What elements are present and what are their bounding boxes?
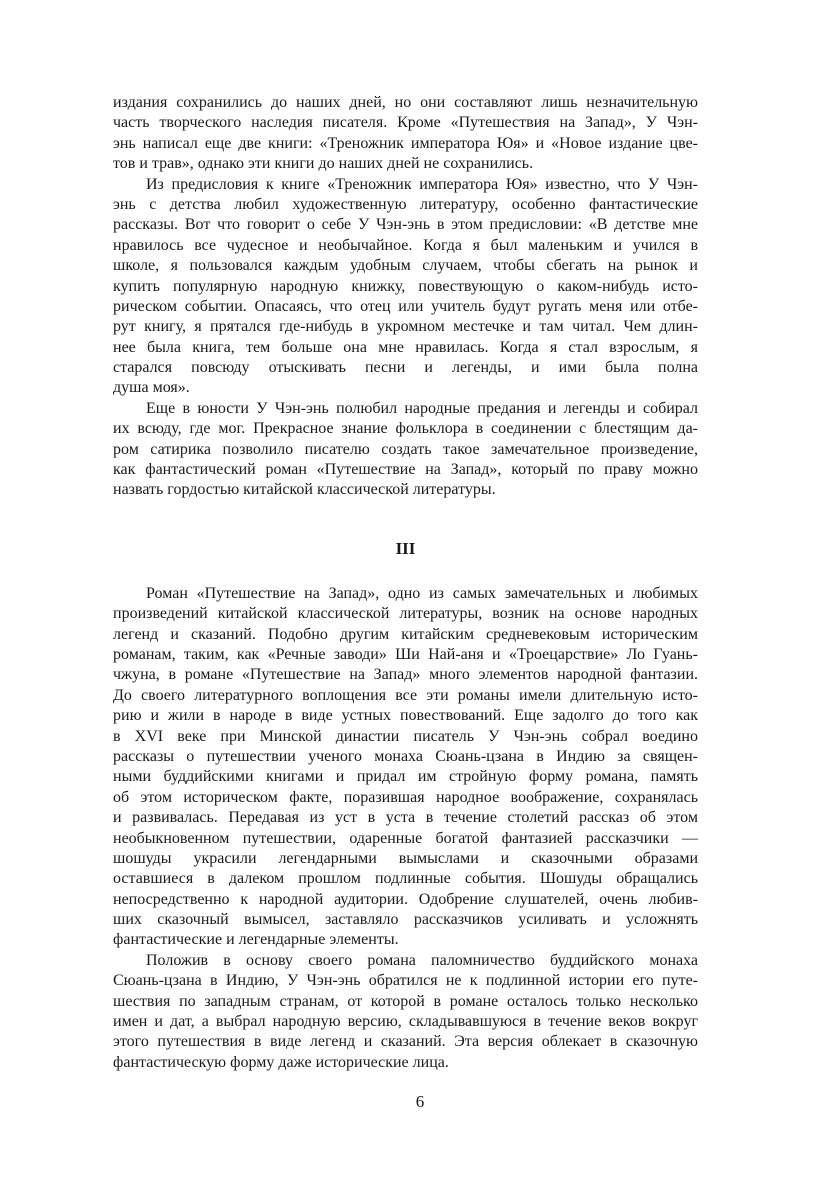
text-line: легенд и сказаний. Подобно другим китайским средневековым историческим [113, 625, 698, 643]
text-line: тов и трав», однако эти книги до наших дней не сохранились. [113, 155, 534, 173]
text-line: энь написал еще две книги: «Треножник императора Юя» и «Новое издание цве- [113, 134, 698, 152]
text-line: об этом историческом факте, поразившая народное воображение, сохранялась [113, 788, 698, 806]
text-line: рассказы. Вот что говорит о себе У Чэн-энь в этом предисловии: «В детстве мне [113, 216, 698, 234]
section-heading: III [395, 538, 416, 558]
paragraph [113, 93, 698, 175]
text-line: старался повсюду отыскивать песни и легенды, и ими была полна [113, 359, 698, 377]
text-line: имен и дат, а выбрал народную версию, складывавшуюся в течение веков вокруг [113, 1013, 698, 1031]
text-line: романам, таким, как «Речные заводи» Ши Най-аня и «Троецарствие» Ло Гуань- [113, 645, 698, 663]
text-line: шошуды украсили легендарными вымыслами и сказочными образами [113, 849, 698, 867]
text-line: фантастические и легендарные элементы. [113, 931, 399, 949]
text-line: энь с детства любил художественную литературу, особенно фантастические [113, 195, 698, 213]
text-line: произведений китайской классической литературы, возник на основе народных [113, 605, 698, 623]
text-line: шествия по западным странам, от которой в романе осталось только несколько [113, 992, 698, 1010]
text-line: душа моя». [113, 379, 190, 397]
text-block-before-heading [113, 93, 698, 501]
text-line: Положив в основу своего романа паломничество буддийского монаха [146, 951, 698, 969]
paragraph [113, 175, 698, 399]
text-line: нравилось все чудесное и необычайное. Когда я был маленьким и учился в [113, 236, 698, 254]
paragraph [113, 584, 698, 951]
text-line: ными буддийскими книгами и придал им стройную форму романа, память [113, 768, 698, 786]
text-line: Еще в юности У Чэн-энь полюбил народные предания и легенды и собирал [146, 399, 698, 417]
text-line: рическом событии. Опасаясь, что отец или учитель будут ругать меня или отбе- [113, 297, 698, 315]
text-line: их всюду, где мог. Прекрасное знание фольклора в соединении с блестящим да- [113, 420, 698, 438]
text-line: Роман «Путешествие на Запад», одно из самых замечательных и любимых [146, 584, 698, 602]
page-number: 6 [415, 1092, 425, 1111]
text-line: этого путешествия в виде легенд и сказаний. Эта версия облекает в сказочную [113, 1033, 698, 1051]
text-line: фантастическую форму даже исторические лица. [113, 1053, 449, 1071]
text-block-after-heading [113, 584, 698, 1073]
text-line: рут книгу, я прятался где-нибудь в укромном местечке и там читал. Чем длин- [113, 318, 698, 336]
text-line: назвать гордостью китайской классической литературы. [113, 481, 496, 499]
text-line: и развивалась. Передавая из уст в уста в течение столетий рассказ об этом [113, 809, 698, 827]
text-line: рассказы о путешествии ученого монаха Сюань-цзана в Индию за священ- [113, 747, 698, 765]
text-line: как фантастический роман «Путешествие на Запад», который по праву можно [113, 461, 698, 479]
text-line: школе, я пользовался каждым удобным случаем, чтобы сбегать на рынок и [113, 257, 698, 275]
text-line: оставшиеся в далеком прошлом подлинные события. Шошуды обращались [113, 870, 698, 888]
text-line: ром сатирика позволило писателю создать такое замечательное произведение, [113, 440, 698, 458]
text-line: нее была книга, тем больше она мне нравилась. Когда я стал взрослым, я [113, 338, 698, 356]
text-line: рию и жили в народе в виде устных повествований. Еще задолго до того как [113, 707, 698, 725]
text-line: необыкновенном путешествии, одаренные богатой фантазией рассказчики — [113, 829, 698, 847]
text-line: Из предисловия к книге «Треножник императора Юя» известно, что У Чэн- [146, 175, 698, 193]
text-line: непосредственно к народной аудитории. Одобрение слушателей, очень любив- [113, 890, 698, 908]
text-line: До своего литературного воплощения все эти романы имели длительную исто- [113, 686, 698, 704]
paragraph [113, 951, 698, 1073]
paragraph [113, 399, 698, 501]
page-body [113, 93, 698, 1073]
text-line: в XVI веке при Минской династии писатель У Чэн-энь собрал воедино [113, 727, 698, 745]
text-line: чжуна, в романе «Путешествие на Запад» много элементов народной фантазии. [113, 666, 698, 684]
text-line: купить популярную народную книжку, повествующую о каком-нибудь исто- [113, 277, 698, 295]
text-line: Сюань-цзана в Индию, У Чэн-энь обратился не к подлинной истории его путе- [113, 972, 698, 990]
text-line: ших сказочный вымысел, заставляло рассказчиков усиливать и усложнять [113, 911, 698, 929]
text-line: часть творческого наследия писателя. Кроме «Путешествия на Запад», У Чэн- [113, 114, 698, 132]
text-line: издания сохранились до наших дней, но они составляют лишь незначительную [113, 94, 698, 111]
